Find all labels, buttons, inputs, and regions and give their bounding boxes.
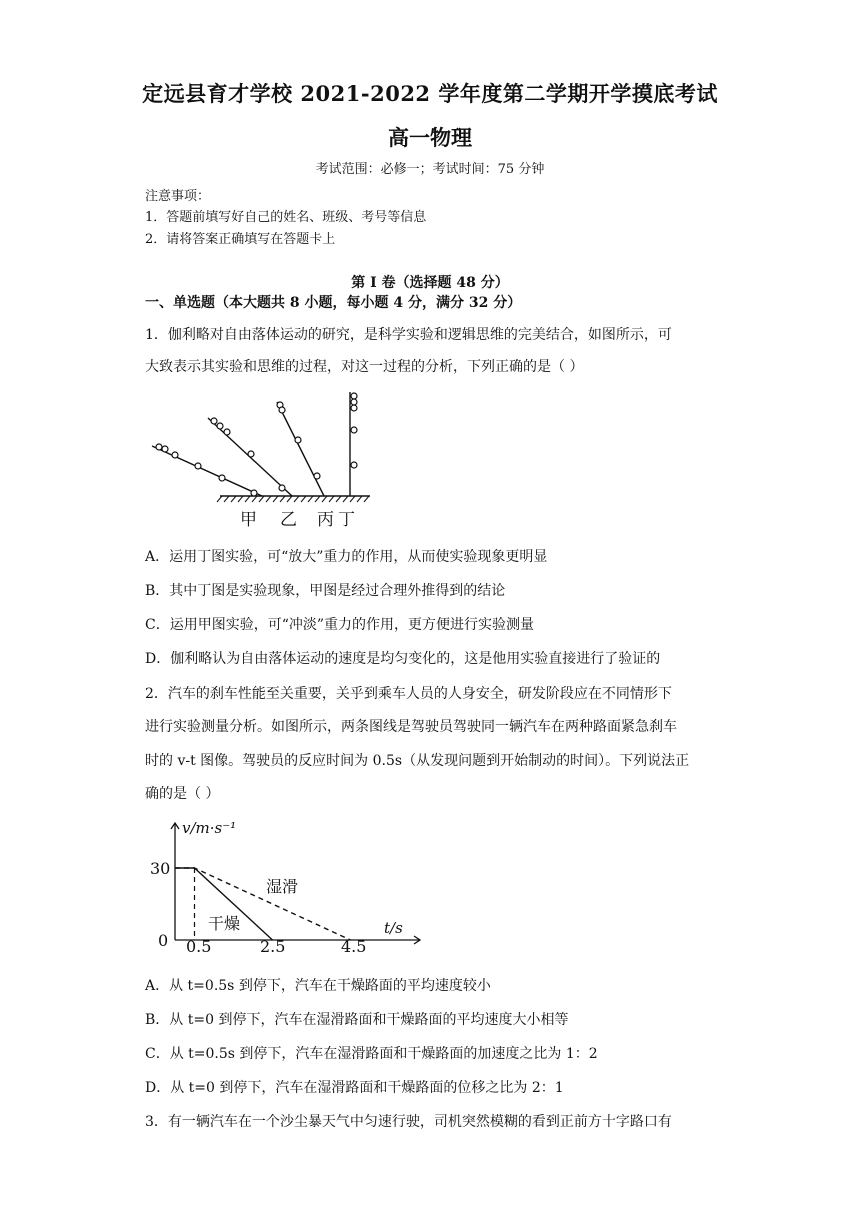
q1-option-a: A．运用丁图实验，可“放大”重力的作用，从而使实验现象更明显: [145, 549, 548, 565]
y-axis-label: v/m·s⁻¹: [182, 819, 237, 837]
y-tick-label: 30: [150, 859, 171, 878]
x-tick-label: 2.5: [260, 937, 286, 955]
question-2-line: 进行实验测量分析。如图所示，两条图线是驾驶员驾驶同一辆汽车在两种路面紧急刹车: [145, 719, 677, 735]
ball-marks: [156, 393, 357, 496]
notes-item: 2．请将答案正确填写在答题卡上: [145, 232, 336, 247]
question-1-line: 1．伽利略对自由落体运动的研究，是科学实验和逻辑思维的完美结合，如图所示，可: [145, 327, 672, 343]
vt-chart: [150, 815, 430, 955]
question-2-line: 时的 v-t 图像。驾驶员的反应时间为 0.5s（从发现问题到开始制动的时间）。下列说法正: [145, 753, 690, 769]
q2-option-b: B．从 t=0 到停下，汽车在湿滑路面和干燥路面的平均速度大小相等: [145, 1012, 569, 1028]
question-1-line: 大致表示其实验和思维的过程，对这一过程的分析，下列正确的是（ ）: [145, 359, 584, 375]
x-tick-label: 4.5: [341, 937, 367, 955]
q2-option-a: A．从 t=0.5s 到停下，汽车在干燥路面的平均速度较小: [145, 978, 491, 994]
section-title: 第 I 卷（选择题 48 分）: [351, 275, 509, 291]
q1-option-d: D．伽利略认为自由落体运动的速度是均匀变化的，这是他用实验直接进行了验证的: [145, 651, 661, 667]
question-2-line: 确的是（ ）: [145, 786, 220, 802]
figure-label-yi: 乙: [280, 510, 297, 530]
q1-option-c: C．运用甲图实验，可“冲淡”重力的作用，更方便进行实验测量: [145, 617, 535, 633]
notes-item: 1．答题前填写好自己的姓名、班级、考号等信息: [145, 210, 427, 225]
exam-info: 考试范围：必修一；考试时间：75 分钟: [315, 162, 545, 177]
subject-title: 高一物理: [388, 125, 472, 150]
q1-option-b: B．其中丁图是实验现象，甲图是经过合理外推得到的结论: [145, 583, 506, 599]
question-3-line: 3．有一辆汽车在一个沙尘暴天气中匀速行驶，司机突然模糊的看到正前方十字路口有: [145, 1114, 672, 1130]
y-tick-label: 0: [158, 931, 169, 950]
notes-heading: 注意事项：: [145, 189, 211, 204]
q2-option-d: D．从 t=0 到停下，汽车在湿滑路面和干燥路面的位移之比为 2：1: [145, 1080, 564, 1096]
figure-label-bing: 丙: [317, 510, 334, 530]
figure-label-ding: 丁: [338, 510, 355, 530]
series-label-wet: 湿滑: [266, 877, 299, 896]
series-line-wet: [175, 868, 351, 940]
q2-option-c: C．从 t=0.5s 到停下，汽车在湿滑路面和干燥路面的加速度之比为 1：2: [145, 1046, 598, 1062]
x-tick-label: 0.5: [186, 937, 212, 955]
figure-label-jia: 甲: [240, 510, 257, 530]
incline-experiment-figure: [150, 388, 380, 533]
question-2-line: 2．汽车的刹车性能至关重要，关乎到乘车人员的人身安全，研发阶段应在不同情形下: [145, 686, 672, 702]
series-label-dry: 干燥: [208, 914, 241, 933]
page-title: 定远县育才学校 2021-2022 学年度第二学期开学摸底考试: [142, 81, 718, 106]
part-title: 一、单选题（本大题共 8 小题，每小题 4 分，满分 32 分）: [145, 295, 522, 311]
x-axis-label: t/s: [384, 919, 403, 937]
